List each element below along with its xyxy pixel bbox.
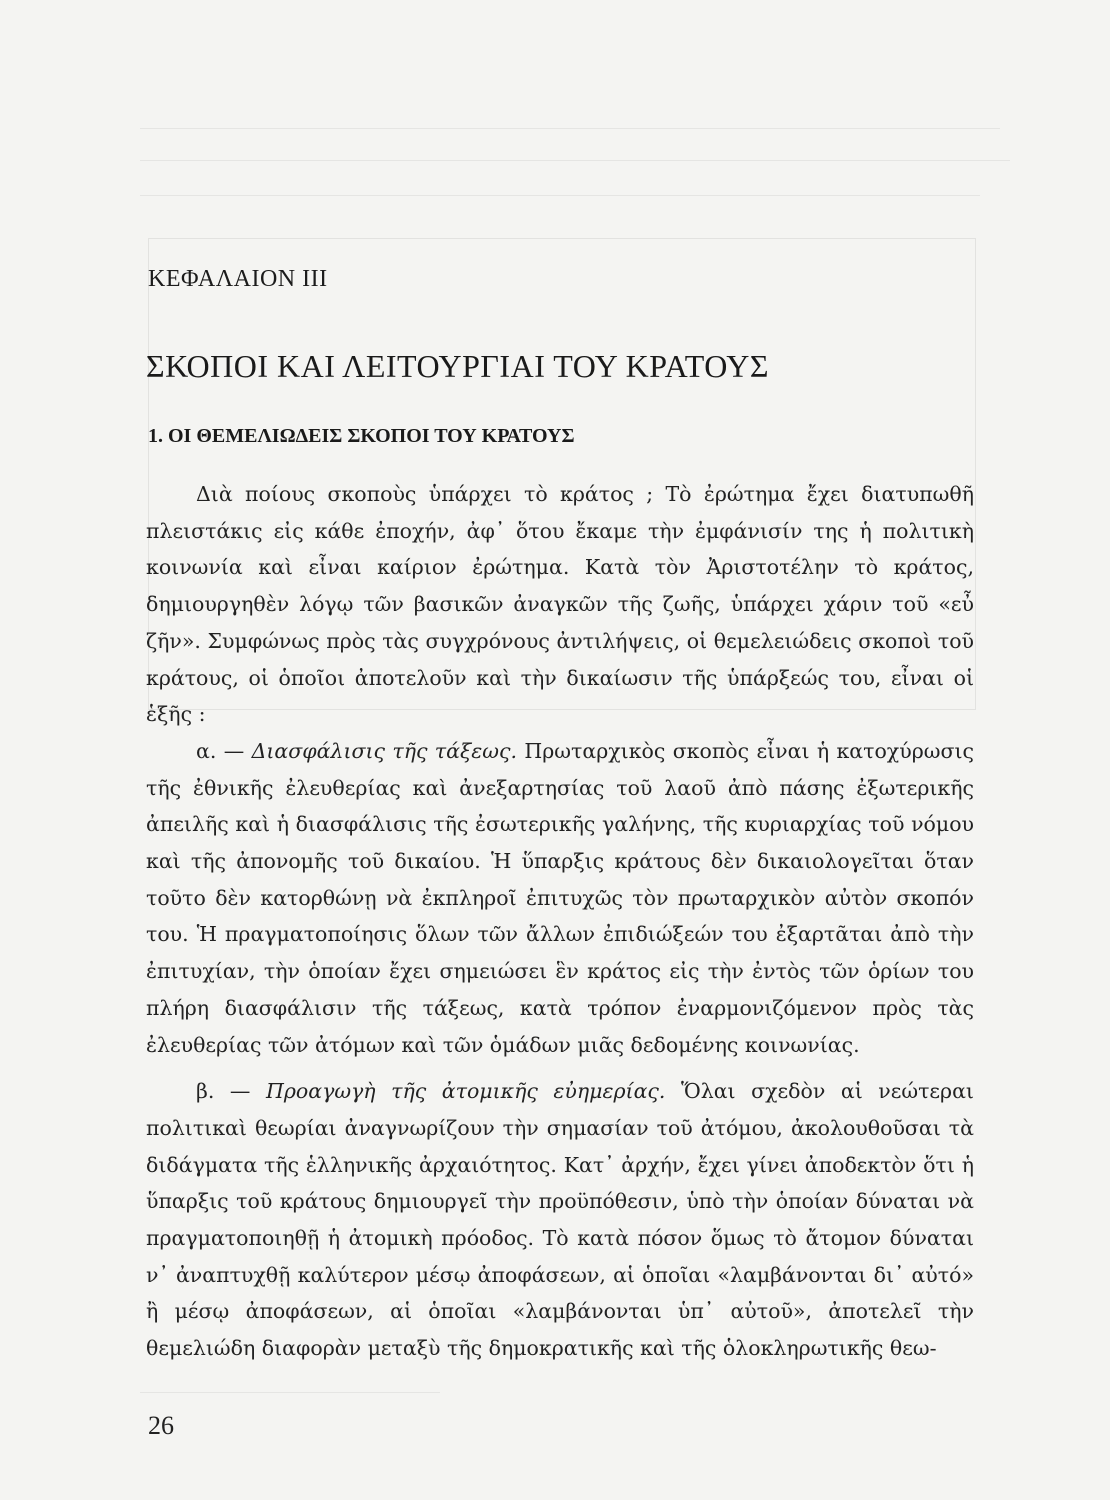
beta-body: Ὅλαι σχεδὸν αἱ νεώτεραι πολιτικαὶ θεωρίαι ἀναγνωρίζουν τὴν σημασίαν τοῦ ἀτόμου, ἀκολουθοῦσαι τὰ διδάγματα τῆς ἑλληνικῆς ἀρχαιότητος. Κατ᾽ ἀρχήν, ἔχει γίνει ἀποδεκτὸν ὅτι ἡ ὕπαρξις τοῦ κράτους δημιουργεῖ τὴν προϋπόθεσιν, ὑπὸ τὴν ὁποίαν δύναται νὰ πραγματοποιηθῇ ἡ ἀτομικὴ πρόοδος. Τὸ κατὰ πόσον ὅμως τὸ ἄτομον δύναται ν᾽ ἀναπτυχθῇ καλύτερον μέσῳ ἀποφάσεων, αἱ ὁποῖαι «λαμβάνονται δι᾽ αὐτό» ἢ μέσῳ ἀποφάσεων, αἱ ὁποῖαι «λαμβάνονται ὑπ᾽ αὐτοῦ», ἀποτελεῖ τὴν θεμελιώδη διαφορὰν μεταξὺ τῆς δημοκρατικῆς καὶ τῆς ὁλοκληρωτικῆς θεω- [146,1079,974,1361]
section-heading: 1. ΟΙ ΘΕΜΕΛΙΩΔΕΙΣ ΣΚΟΠΟΙ ΤΟΥ ΚΡΑΤΟΥΣ [148,425,575,447]
bleed-through-line [140,128,1000,129]
bleed-through-line [140,160,1010,161]
alpha-body: Πρωταρχικὸς σκοπὸς εἶναι ἡ κατοχύρωσις τῆς ἐθνικῆς ἐλευθερίας καὶ ἀνεξαρτησίας τοῦ λαοῦ ἀπὸ πάσης ἐξωτερικῆς ἀπειλῆς καὶ ἡ διασφάλισις τῆς ἐσωτερικῆς γαλήνης, τῆς κυριαρχίας τοῦ νόμου καὶ τῆς ἀπονομῆς τοῦ δικαίου. Ἡ ὕπαρξις κράτους δὲν δικαιολογεῖται ὅταν τοῦτο δὲν κατορθώνῃ νὰ ἐκπληροῖ ἐπιτυχῶς τὸν πρωταρχικὸν αὐτὸν σκοπόν του. Ἡ πραγματοποίησις ὅλων τῶν ἄλλων ἐπιδιώξεών του ἐξαρτᾶται ἀπὸ τὴν ἐπιτυχίαν, τὴν ὁποίαν ἔχει σημειώσει ἓν κράτος εἰς τὴν ἐντὸς τῶν ὁρίων του πλήρη διασφάλισιν τῆς τάξεως, κατὰ τρόπον ἐναρμονιζόμενον πρὸς τὰς ἐλευθερίας τῶν ἀτόμων καὶ τῶν ὁμάδων μιᾶς δεδομένης κοινωνίας. [146,738,974,1057]
beta-marker: β. — [196,1079,251,1104]
paragraph-alpha [146,733,974,1063]
paragraph-intro: Διὰ ποίους σκοποὺς ὑπάρχει τὸ κράτος ; Τὸ ἐρώτημα ἔχει διατυπωθῆ πλειστάκις εἰς κάθε ἐποχήν, ἀφ᾽ ὅτου ἔκαμε τὴν ἐμφάνισίν της ἡ πολιτικὴ κοινωνία καὶ εἶναι καίριον ἐρώτημα. Κατὰ τὸν Ἀριστοτέλην τὸ κράτος, δημιουργηθὲν λόγῳ τῶν βασικῶν ἀναγκῶν τῆς ζωῆς, ὑπάρχει χάριν τοῦ «εὖ ζῆν». Συμφώνως πρὸς τὰς συγχρόνους ἀντιλήψεις, οἱ θεμελειώδεις σκοποὶ τοῦ κράτους, οἱ ὁποῖοι ἀποτελοῦν καὶ τὴν δικαίωσιν τῆς ὑπάρξεώς του, εἶναι οἱ ἑξῆς : [146,482,974,727]
chapter-title: ΣΚΟΠΟΙ ΚΑΙ ΛΕΙΤΟΥΡΓΙΑΙ ΤΟΥ ΚΡΑΤΟΥΣ [146,348,769,384]
alpha-title: Διασφάλισις τῆς τάξεως. [251,738,517,763]
body-text [146,476,974,1367]
bleed-through-line [140,1392,440,1393]
chapter-label: ΚΕΦΑΛΑΙΟΝ III [148,266,328,292]
paragraph-beta [146,1073,974,1367]
bleed-through-line [140,195,980,196]
beta-title: Προαγωγὴ τῆς ἀτομικῆς εὐημερίας. [265,1079,666,1104]
alpha-marker: α. — [196,738,245,763]
page-number: 26 [148,1411,174,1440]
